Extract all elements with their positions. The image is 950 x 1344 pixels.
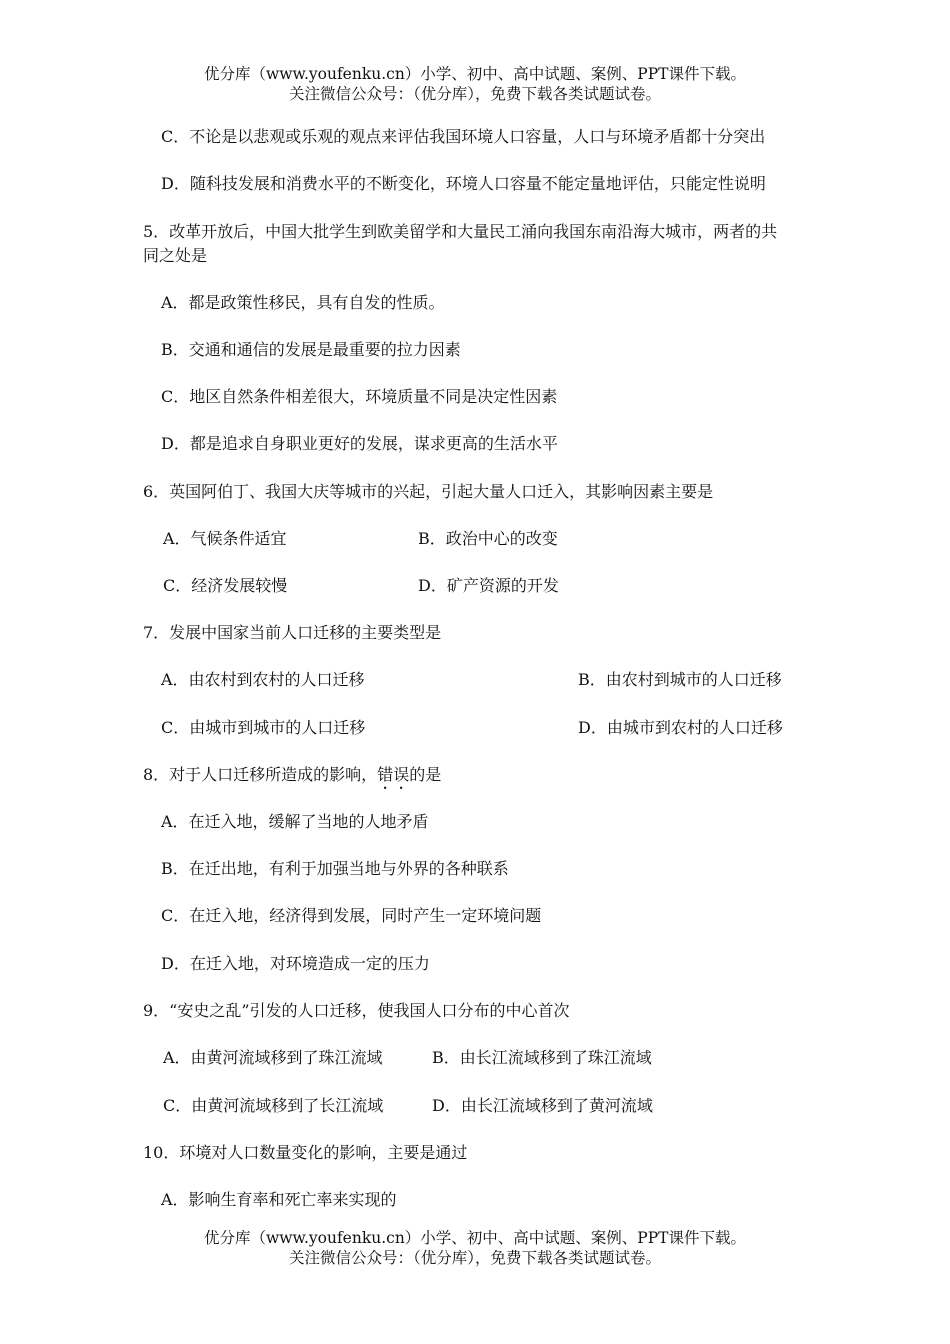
q7-option-c: C．由城市到城市的人口迁移 <box>161 718 366 737</box>
q6-option-a: A．气候条件适宜 <box>163 529 287 548</box>
q8-stem <box>143 764 441 793</box>
q10-option-a: A．影响生育率和死亡率来实现的 <box>161 1190 397 1209</box>
header-line-1: 优分库（www.youfenku.cn）小学、初中、高中试题、案例、PPT课件下载。 <box>203 65 747 83</box>
footer-line-1: 优分库（www.youfenku.cn）小学、初中、高中试题、案例、PPT课件下载。 <box>203 1229 747 1247</box>
q5-stem-line-2: 同之处是 <box>143 246 208 265</box>
q9-stem: 9．“安史之乱”引发的人口迁移，使我国人口分布的中心首次 <box>143 1001 570 1020</box>
q6-option-c: C．经济发展较慢 <box>163 576 288 595</box>
q8-stem-suffix: 的是 <box>409 765 442 784</box>
q10-stem: 10．环境对人口数量变化的影响，主要是通过 <box>143 1143 468 1162</box>
q6-option-b: B．政治中心的改变 <box>418 529 558 548</box>
q9-option-d: D．由长江流域移到了黄河流域 <box>432 1096 653 1115</box>
q5-option-b: B．交通和通信的发展是最重要的拉力因素 <box>161 340 461 359</box>
q4-option-c: C．不论是以悲观或乐观的观点来评估我国环境人口容量，人口与环境矛盾都十分突出 <box>161 127 766 146</box>
page-header <box>0 64 950 104</box>
q7-option-b: B．由农村到城市的人口迁移 <box>578 670 782 689</box>
page-footer <box>0 1228 950 1268</box>
q9-option-c: C．由黄河流域移到了长江流域 <box>163 1096 384 1115</box>
q8-stem-emphasis: 错误 <box>377 765 410 784</box>
q5-option-c: C．地区自然条件相差很大，环境质量不同是决定性因素 <box>161 387 558 406</box>
q9-option-a: A．由黄河流域移到了珠江流域 <box>163 1048 383 1067</box>
footer-line-2: 关注微信公众号：（优分库），免费下载各类试题试卷。 <box>288 1249 661 1267</box>
q8-option-b: B．在迁出地，有利于加强当地与外界的各种联系 <box>161 859 509 878</box>
q9-option-b: B．由长江流域移到了珠江流域 <box>432 1048 652 1067</box>
q5-option-a: A．都是政策性移民，具有自发的性质。 <box>161 293 445 312</box>
q8-stem-prefix: 8．对于人口迁移所造成的影响， <box>143 765 378 784</box>
q6-option-d: D．矿产资源的开发 <box>418 576 559 595</box>
q7-stem: 7．发展中国家当前人口迁移的主要类型是 <box>143 623 442 642</box>
q5-option-d: D．都是追求自身职业更好的发展，谋求更高的生活水平 <box>161 434 558 453</box>
q5-stem-line-1: 5．改革开放后，中国大批学生到欧美留学和大量民工涌向我国东南沿海大城市，两者的共 <box>143 222 778 241</box>
q8-option-a: A．在迁入地，缓解了当地的人地矛盾 <box>161 812 429 831</box>
q7-option-a: A．由农村到农村的人口迁移 <box>161 670 365 689</box>
q8-option-d: D．在迁入地，对环境造成一定的压力 <box>161 954 430 973</box>
q6-stem: 6．英国阿伯丁、我国大庆等城市的兴起，引起大量人口迁入，其影响因素主要是 <box>143 482 714 501</box>
header-line-2: 关注微信公众号：（优分库），免费下载各类试题试卷。 <box>288 85 661 103</box>
q7-option-d: D．由城市到农村的人口迁移 <box>578 718 783 737</box>
q4-option-d: D．随科技发展和消费水平的不断变化，环境人口容量不能定量地评估，只能定性说明 <box>161 174 766 193</box>
q8-option-c: C．在迁入地，经济得到发展，同时产生一定环境问题 <box>161 906 542 925</box>
